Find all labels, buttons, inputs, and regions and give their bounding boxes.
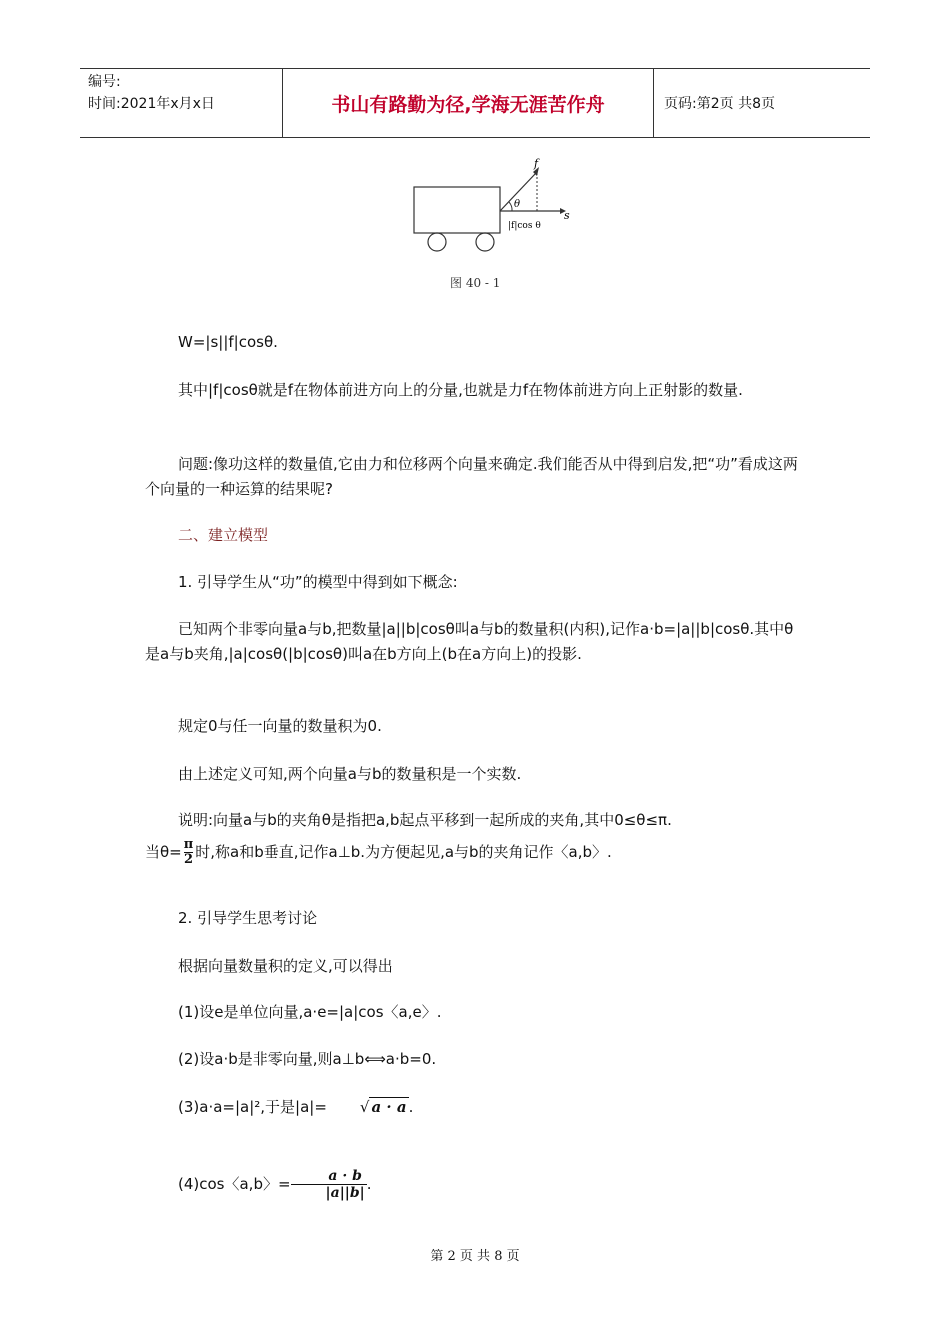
pi-over-two xyxy=(184,838,194,867)
property-3-end: . xyxy=(408,1098,414,1116)
cart-wheel-right xyxy=(476,233,494,251)
cart-wheel-left xyxy=(428,233,446,251)
sqrt-radicand: a · a xyxy=(371,1098,407,1116)
note-perp-prefix: 当θ= xyxy=(145,843,182,861)
figure-caption: 图 40 - 1 xyxy=(450,276,501,290)
number-label: 编号: xyxy=(88,74,121,90)
property-4-end: . xyxy=(366,1175,372,1193)
rule-zero-vector: 规定0与任一向量的数量积为0. xyxy=(178,717,382,735)
derive-intro: 根据向量数量积的定义,可以得出 xyxy=(178,957,393,975)
property-2 xyxy=(145,1047,805,1072)
definition-dot-product: 已知两个非零向量a与b,把数量|a||b|cosθ叫a与b的数量积(内积),记作a·b=|a||b|cosθ.其中θ是a与b夹角,|a|cosθ(|b|cosθ)叫a在b方向上(b在a方向上)的投影. xyxy=(145,620,794,663)
page-header xyxy=(80,68,870,138)
page-info: 页码:第2页 共8页 xyxy=(664,96,775,112)
pi-numerator: π xyxy=(183,837,194,852)
label-projection: |f|cos θ xyxy=(508,221,541,231)
pi-denominator: 2 xyxy=(183,852,194,867)
para-component: 其中|f|cosθ就是f在物体前进方向上的分量,也就是力f在物体前进方向上正射影的数量. xyxy=(178,381,743,399)
motto: 书山有路勤为径,学海无涯苦作舟 xyxy=(282,69,654,137)
property-3 xyxy=(145,1095,805,1120)
property-4 xyxy=(145,1168,805,1201)
label-s: s xyxy=(564,209,570,222)
section-build-model: 二、建立模型 xyxy=(178,526,269,544)
property-4-left: (4)cos〈a,b〉= xyxy=(178,1175,291,1193)
cos-fraction xyxy=(291,1168,367,1201)
fraction-numerator: a · b xyxy=(291,1168,367,1185)
property-1: (1)设e是单位向量,a·e=|a|cos〈a,e〉. xyxy=(178,1003,442,1021)
note-real-number: 由上述定义可知,两个向量a与b的数量积是一个实数. xyxy=(178,765,522,783)
sqrt-a-dot-a: √ a · a xyxy=(359,1098,407,1116)
time-label: 时间:2021年x月x日 xyxy=(88,96,215,112)
iff-arrow: ⟺ xyxy=(364,1050,386,1068)
page-footer: 第 2 页 共 8 页 xyxy=(430,1249,520,1264)
property-2-right: a·b=0. xyxy=(385,1050,437,1068)
note-angle: 说明:向量a与b的夹角θ是指把a,b起点平移到一起所成的夹角,其中0≤θ≤π. xyxy=(178,811,672,829)
label-theta: θ xyxy=(514,199,521,210)
label-f: f xyxy=(534,157,539,170)
fraction-denominator: |a||b| xyxy=(325,1185,365,1201)
note-perp-suffix: 时,称a和b垂直,记作a⊥b.为方便起见,a与b的夹角记作〈a,b〉. xyxy=(195,843,612,861)
para-question: 问题:像功这样的数量值,它由力和位移两个向量来确定.我们能否从中得到启发,把“功”看成这两个向量的一种运算的结果呢? xyxy=(145,455,798,498)
item2-title: 2. 引导学生思考讨论 xyxy=(178,909,318,927)
property-3-left: (3)a·a=|a|²,于是|a|= xyxy=(178,1098,327,1116)
property-2-left: (2)设a·b是非零向量,则a⊥b xyxy=(178,1050,365,1068)
header-left xyxy=(80,69,282,137)
note-perpendicular xyxy=(145,838,805,867)
formula-work: W=|s||f|cosθ. xyxy=(178,333,278,351)
item1-title: 1. 引导学生从“功”的模型中得到如下概念: xyxy=(178,573,458,591)
force-cart-figure xyxy=(400,155,580,300)
cart-body xyxy=(414,187,500,233)
